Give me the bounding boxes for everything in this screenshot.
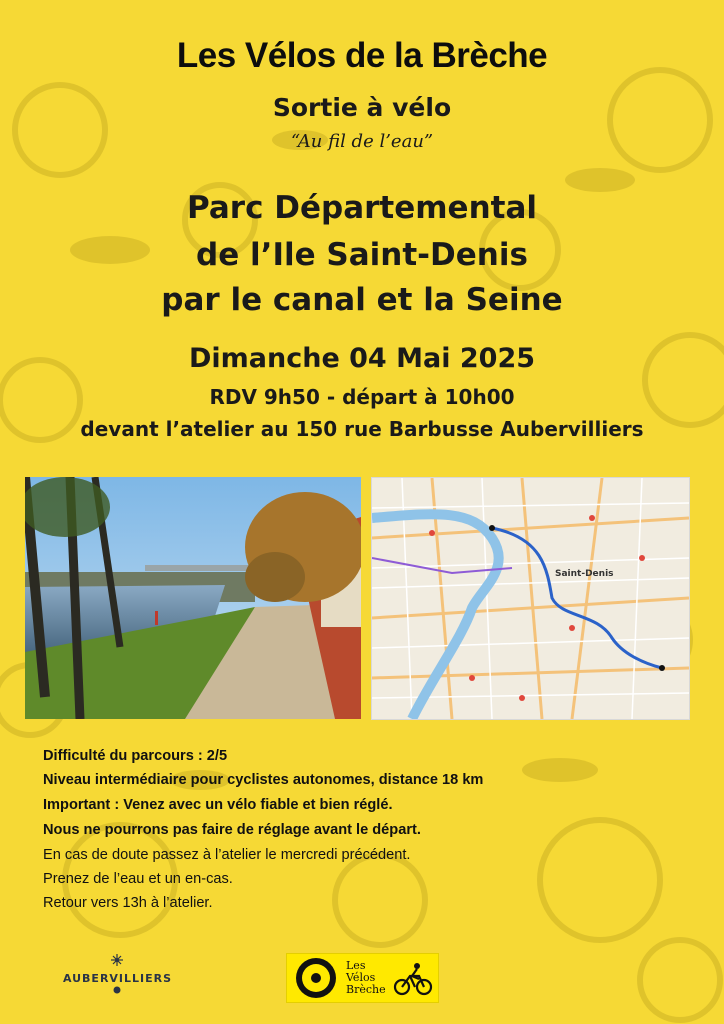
- club-title: Les Vélos de la Brèche: [176, 36, 548, 75]
- route-map: [371, 477, 690, 720]
- event-type: Sortie à vélo: [272, 93, 452, 122]
- info-line-return: Retour vers 13h à l’atelier.: [43, 895, 213, 911]
- info-line-difficulty: Difficulté du parcours : 2/5: [43, 748, 228, 764]
- meeting-time: RDV 9h50 - départ à 10h00: [209, 385, 515, 409]
- event-subtitle: “Au fil de l’eau”: [290, 131, 434, 152]
- destination-line-1: Parc Départemental: [186, 190, 538, 226]
- club-logo-badge: [286, 953, 439, 1003]
- cyclist-icon: [393, 961, 433, 997]
- event-date: Dimanche 04 Mai 2025: [188, 343, 536, 374]
- club-gear-icon: [291, 955, 341, 1001]
- destination-line-2: de l’Ile Saint-Denis: [196, 237, 528, 273]
- info-line-water: Prenez de l’eau et un en-cas.: [43, 871, 233, 887]
- aubervilliers-logo-text: AUBERVILLIERS: [62, 972, 173, 985]
- info-line-level: Niveau intermédiaire pour cyclistes autonomes, distance 18 km: [43, 772, 484, 788]
- river-path-photo: [25, 477, 361, 719]
- route-map-icon: [372, 478, 689, 719]
- club-logo-line-2: Vélos: [346, 971, 376, 984]
- club-logo-line-3: Brèche: [346, 983, 386, 996]
- meeting-location: devant l’atelier au 150 rue Barbusse Aubervilliers: [80, 417, 644, 441]
- info-line-doubt: En cas de doute passez à l’atelier le mercredi précédent.: [43, 847, 411, 863]
- club-logo-line-1: Les: [346, 959, 366, 972]
- info-line-important: Important : Venez avec un vélo fiable et bien réglé.: [43, 797, 393, 813]
- destination-line-3: par le canal et la Seine: [161, 282, 563, 318]
- info-line-no-repair: Nous ne pourrons pas faire de réglage avant le départ.: [43, 822, 421, 838]
- map-city-label: Saint-Denis: [555, 569, 614, 579]
